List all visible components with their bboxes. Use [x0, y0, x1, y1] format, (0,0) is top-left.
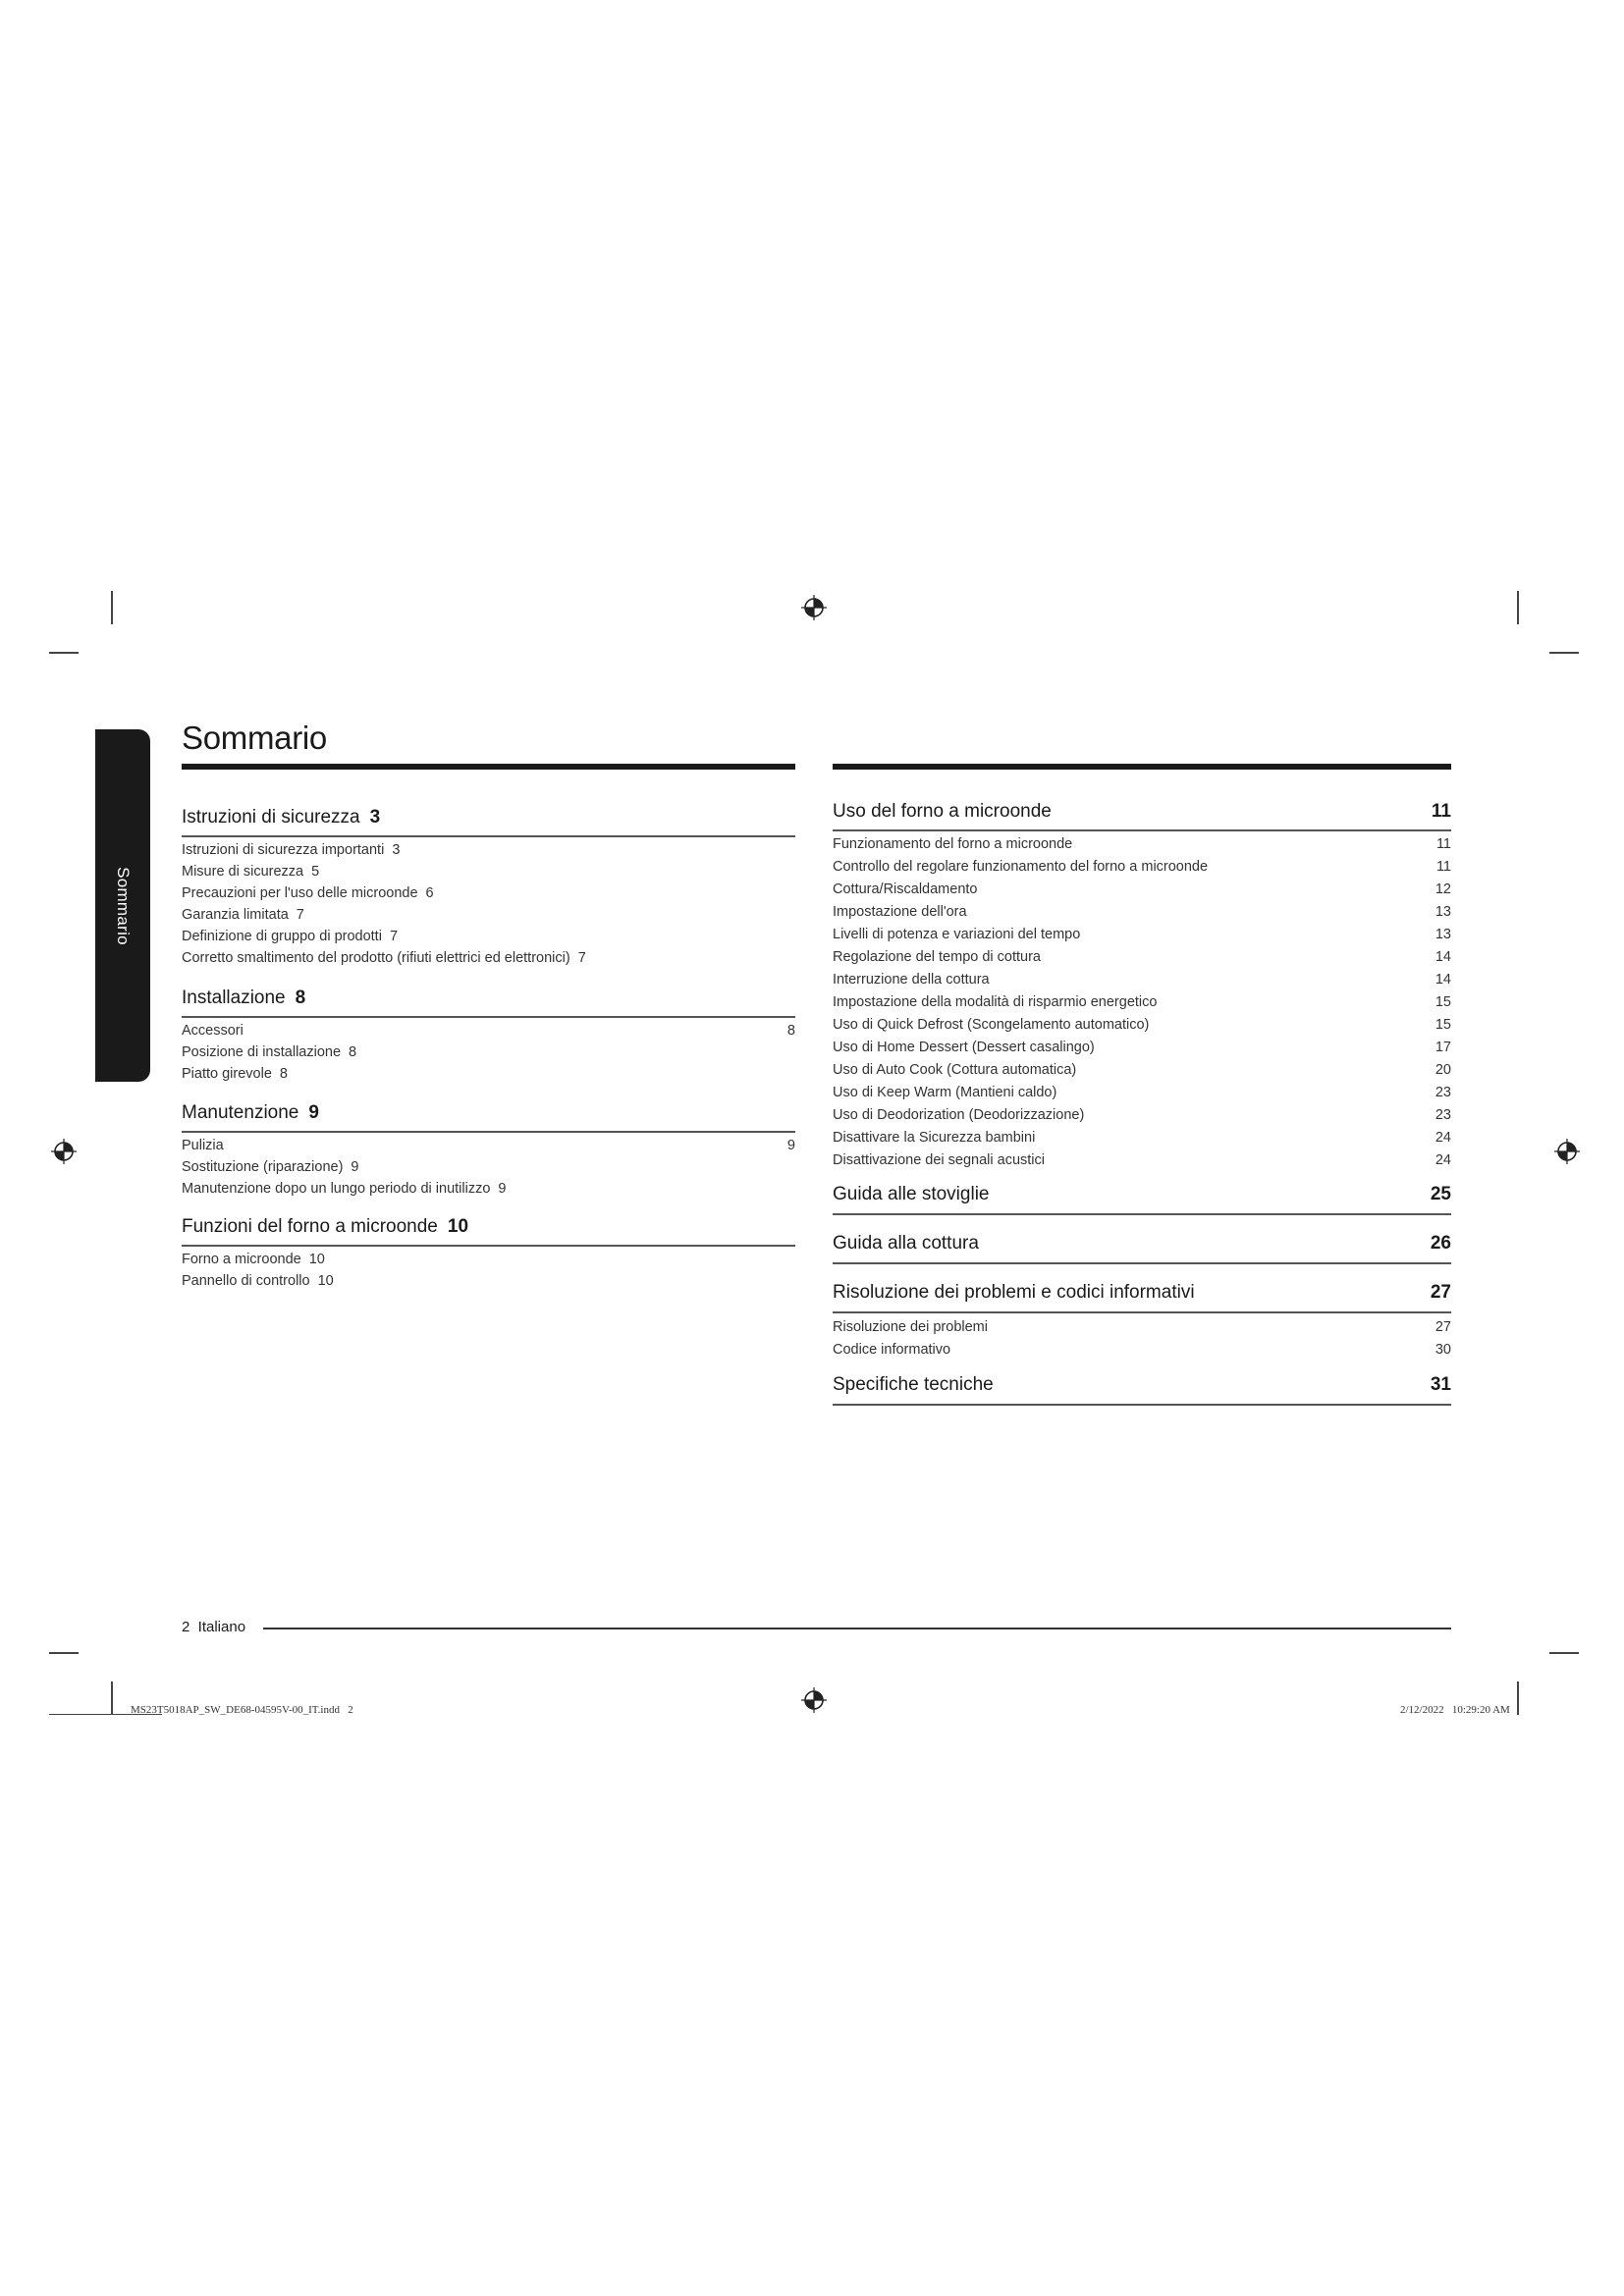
section-rule: [182, 1131, 795, 1133]
toc-section-heading[interactable]: Installazione 8: [182, 988, 306, 1008]
title-rule-right: [833, 764, 1451, 770]
toc-item[interactable]: Funzionamento del forno a microonde: [833, 836, 1073, 852]
crop-mark: [1517, 1682, 1519, 1715]
toc-section-page: 25: [1430, 1184, 1451, 1204]
toc-item[interactable]: Impostazione dell'ora: [833, 904, 967, 920]
toc-item-page: 24: [1435, 1130, 1451, 1146]
registration-mark-icon: [801, 595, 827, 620]
toc-item[interactable]: Controllo del regolare funzionamento del forno a microonde: [833, 859, 1209, 875]
toc-item[interactable]: Disattivazione dei segnali acustici: [833, 1152, 1045, 1168]
toc-item[interactable]: Istruzioni di sicurezza importanti 3: [182, 842, 401, 858]
toc-item[interactable]: Codice informativo: [833, 1342, 951, 1358]
section-rule: [182, 1245, 795, 1247]
section-rule: [833, 1404, 1451, 1406]
toc-item-page: 8: [786, 1023, 795, 1039]
section-rule: [833, 1262, 1451, 1264]
toc-item-page: 13: [1435, 904, 1451, 920]
toc-item[interactable]: Precauzioni per l'uso delle microonde 6: [182, 885, 434, 901]
crop-mark: [1517, 591, 1519, 624]
toc-item[interactable]: Livelli di potenza e variazioni del tempo: [833, 927, 1081, 942]
toc-section-page: 27: [1430, 1282, 1451, 1303]
crop-mark: [49, 652, 79, 654]
toc-item-page: 14: [1435, 972, 1451, 988]
toc-section-heading[interactable]: Risoluzione dei problemi e codici informativi: [833, 1282, 1195, 1303]
toc-item-page: 15: [1435, 1017, 1451, 1033]
toc-section-heading[interactable]: Istruzioni di sicurezza 3: [182, 807, 381, 828]
toc-item[interactable]: Regolazione del tempo di cottura: [833, 949, 1041, 965]
toc-section-page: 11: [1431, 801, 1451, 822]
toc-section-page: 31: [1430, 1374, 1451, 1395]
side-tab: [95, 729, 150, 1082]
toc-item-page: 20: [1435, 1062, 1451, 1078]
toc-item[interactable]: Uso di Deodorization (Deodorizzazione): [833, 1107, 1085, 1123]
crop-mark: [1549, 652, 1579, 654]
toc-item[interactable]: Accessori: [182, 1023, 244, 1039]
toc-item-page: 27: [1435, 1319, 1451, 1335]
toc-right-column: [833, 785, 1451, 1414]
toc-item-page: 30: [1435, 1342, 1451, 1358]
toc-section-page: 26: [1430, 1233, 1451, 1254]
crop-mark: [49, 1652, 79, 1654]
toc-section-heading[interactable]: Specifiche tecniche: [833, 1374, 994, 1395]
toc-item-page: 13: [1435, 927, 1451, 942]
page-title: Sommario: [182, 720, 327, 756]
toc-item[interactable]: Uso di Auto Cook (Cottura automatica): [833, 1062, 1077, 1078]
toc-item[interactable]: Uso di Home Dessert (Dessert casalingo): [833, 1040, 1095, 1055]
toc-section-heading[interactable]: Funzioni del forno a microonde 10: [182, 1216, 469, 1237]
crop-mark: [111, 1682, 113, 1715]
toc-item[interactable]: Misure di sicurezza 5: [182, 864, 320, 880]
toc-item[interactable]: Risoluzione dei problemi: [833, 1319, 988, 1335]
toc-item[interactable]: Piatto girevole 8: [182, 1066, 288, 1082]
toc-item[interactable]: Manutenzione dopo un lungo periodo di inutilizzo 9: [182, 1181, 507, 1197]
toc-section-heading[interactable]: Uso del forno a microonde: [833, 801, 1052, 822]
registration-mark-icon: [801, 1687, 827, 1713]
toc-item-page: 15: [1435, 994, 1451, 1010]
print-slug-date: 2/12/2022 10:29:20 AM: [1400, 1704, 1510, 1716]
toc-item[interactable]: Impostazione della modalità di risparmio energetico: [833, 994, 1158, 1010]
toc-item[interactable]: Uso di Keep Warm (Mantieni caldo): [833, 1085, 1057, 1100]
toc-item[interactable]: Posizione di installazione 8: [182, 1044, 357, 1060]
toc-item[interactable]: Disattivare la Sicurezza bambini: [833, 1130, 1036, 1146]
registration-mark-icon: [51, 1139, 77, 1164]
title-rule-left: [182, 764, 795, 770]
toc-item-page: 23: [1435, 1085, 1451, 1100]
toc-item-page: 12: [1435, 881, 1451, 897]
toc-item[interactable]: Pannello di controllo 10: [182, 1273, 334, 1289]
print-slug-file: MS23T5018AP_SW_DE68-04595V-00_IT.indd 2: [131, 1704, 353, 1716]
toc-section-heading[interactable]: Guida alla cottura: [833, 1233, 979, 1254]
toc-item[interactable]: Uso di Quick Defrost (Scongelamento automatico): [833, 1017, 1150, 1033]
toc-item[interactable]: Garanzia limitata 7: [182, 907, 304, 923]
section-rule: [182, 1016, 795, 1018]
toc-item-page: 24: [1435, 1152, 1451, 1168]
toc-item[interactable]: Sostituzione (riparazione) 9: [182, 1159, 359, 1175]
footer-page-label: 2 Italiano: [182, 1619, 246, 1635]
toc-item[interactable]: Cottura/Riscaldamento: [833, 881, 978, 897]
toc-item-page: 11: [1435, 859, 1451, 875]
toc-item[interactable]: Forno a microonde 10: [182, 1252, 325, 1267]
toc-item-page: 23: [1435, 1107, 1451, 1123]
section-rule: [833, 1213, 1451, 1215]
section-rule: [833, 829, 1451, 831]
side-tab-label: Sommario: [114, 866, 133, 945]
toc-left-column: [182, 785, 795, 1335]
registration-mark-icon: [1554, 1139, 1580, 1164]
toc-item[interactable]: Definizione di gruppo di prodotti 7: [182, 929, 399, 944]
toc-item-page: 14: [1435, 949, 1451, 965]
toc-item-page: 17: [1435, 1040, 1451, 1055]
footer-rule: [263, 1628, 1451, 1629]
toc-item-page: 9: [786, 1138, 795, 1153]
toc-item[interactable]: Corretto smaltimento del prodotto (rifiuti elettrici ed elettronici) 7: [182, 950, 586, 966]
crop-mark: [111, 591, 113, 624]
section-rule: [182, 835, 795, 837]
toc-item-page: 11: [1435, 836, 1451, 852]
toc-item[interactable]: Pulizia: [182, 1138, 224, 1153]
toc-section-heading[interactable]: Guida alle stoviglie: [833, 1184, 990, 1204]
crop-mark: [1549, 1652, 1579, 1654]
toc-item[interactable]: Interruzione della cottura: [833, 972, 990, 988]
section-rule: [833, 1311, 1451, 1313]
toc-section-heading[interactable]: Manutenzione 9: [182, 1102, 319, 1123]
